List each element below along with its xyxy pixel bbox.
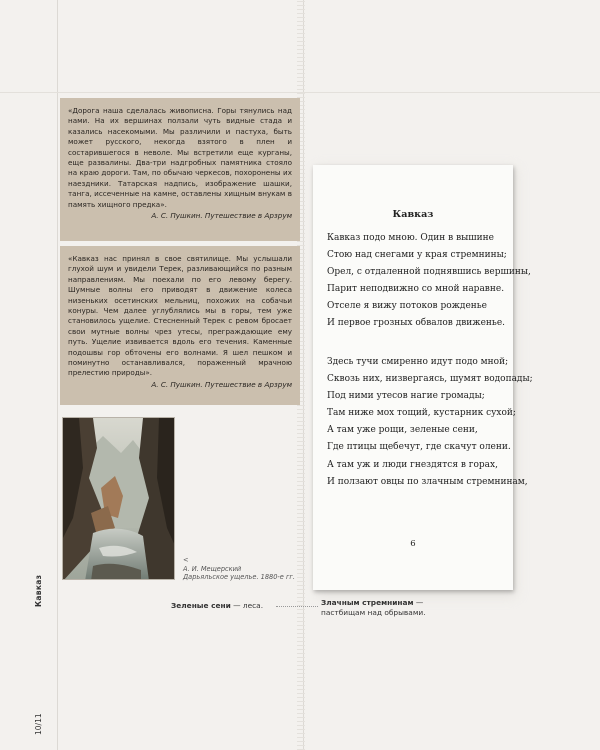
poem-line: Парит неподвижно со мной наравне. (327, 284, 505, 295)
footnote-definition: — леса. (230, 601, 264, 610)
quote-box-terek (60, 246, 300, 405)
poem-line: Сквозь них, низвергаясь, шумят водопады; (327, 374, 533, 385)
poem-line: Стою над снегами у края стремнины; (327, 250, 507, 261)
guide-line (0, 92, 600, 93)
poem-line: Отселе я вижу потоков рожденье (327, 301, 488, 312)
footnote-zelenye-seni (171, 601, 263, 611)
footnote-definition: — пастбищам над обрывами. (321, 598, 426, 617)
poem-line: Орел, с отдаленной поднявшись вершины, (327, 267, 531, 278)
poem-line: Здесь тучи смиренно идут подо мной; (327, 357, 509, 367)
painting-daryal-gorge (62, 417, 175, 580)
footnote-leader-line (276, 606, 318, 607)
poem-line: И ползают овцы по злачным стремнинам, (327, 476, 528, 487)
quote-text: «Кавказ нас принял в свое святилище. Мы услышали глухой шум и увидели Терек, разливающийся по разным направлениям. Мы поехали по его левому берегу. Шумные волны его приводят в движение колеса низеньких осетинских мельниц, похожих на собачьи конуры. Чем далее углублялись мы в горы, тем уже становилось ущелие. Стесненный Терек с ревом бросает свои мутные волны чрез утесы, преграждающие ему путь. Ущелие извивается вдоль его течения. Каменные подошвы гор обточены его волнами. Я шел пешком и поминутно останавливался, пораженный мрачною прелестию природы». (68, 254, 292, 378)
guide-line (57, 0, 58, 750)
poem-title: Кавказ (392, 209, 434, 220)
gorge-landscape-image (63, 418, 175, 580)
quote-text: «Дорога наша сделалась живописна. Горы тянулись над нами. На их вершинах ползали чуть видные стада и казались насекомыми. Мы различили и пастуха, быть может русского, некогда взятого в плен и состарившегося в неволе. Мы встретили еще курганы, еще развалины. Два-три надгробных памятника стояло на краю дороги. Там, по обычаю черкесов, похоронены их наездники. Татарская надпись, изображение шашки, танга, иссеченные на камне, оставлены хищным внукам в память хищного предка». (68, 106, 292, 209)
painting-caption (183, 556, 313, 582)
poem-line: Под ними утесов нагие громады; (327, 391, 485, 402)
poem-stanza (327, 230, 531, 333)
book-page-number: 6 (410, 539, 416, 549)
painting-author: А. И. Мещерский (183, 564, 242, 573)
quote-citation: А. С. Пушкин. Путешествие в Арзрум (151, 211, 292, 221)
poem-line: Где птицы щебечут, где скачут олени. (327, 442, 511, 453)
caret-left-icon: < (183, 556, 189, 564)
poem-line: Кавказ подо мною. Один в вышине (327, 233, 494, 243)
painting-title: Дарьяльское ущелье. 1880-е гг. (183, 573, 295, 582)
page-numbers: 10/11 (34, 713, 43, 735)
poem-line: И первое грозных обвалов движенье. (327, 318, 506, 329)
quote-citation: А. С. Пушкин. Путешествие в Арзрум (151, 379, 292, 389)
poem-line: Там ниже мох тощий, кустарник сухой; (327, 408, 516, 419)
book-page (313, 165, 533, 590)
footnote-term: Зеленые сени (171, 601, 231, 610)
poem-stanza (327, 354, 533, 491)
quote-box-road (60, 98, 300, 241)
footnote-term: Злачным стремнинам (321, 598, 414, 607)
section-title-vertical: Кавказ (34, 574, 43, 607)
poem-line: А там уж и люди гнездятся в горах, (327, 459, 498, 470)
footnote-zlachnym-stremninam (321, 598, 451, 618)
poem-line: А там уже рощи, зеленые сени, (327, 425, 478, 436)
